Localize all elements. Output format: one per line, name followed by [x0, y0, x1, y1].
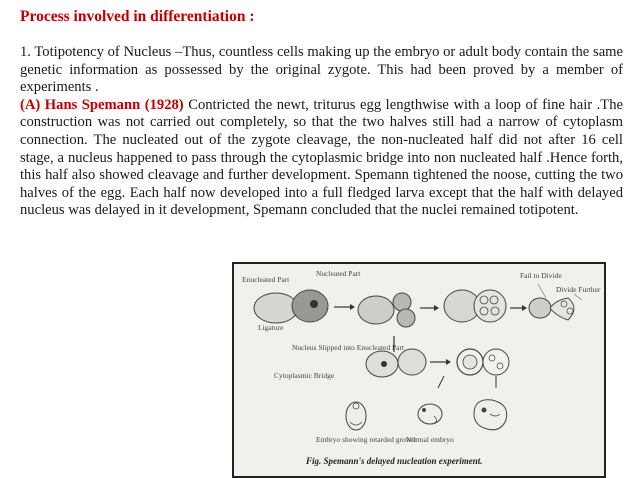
label-embryo-retarded: Embryo showing retarded growth	[316, 435, 418, 444]
figure-caption: Fig. Spemann's delayed nucleation experiment.	[306, 456, 483, 466]
constricted-egg	[254, 290, 328, 323]
paragraph-totipotency: 1. Totipotency of Nucleus –Thus, countless cells making up the embryo or adult body contain the same genetic information as possessed by the original zygote. This had been proved by a member of experiments .	[20, 44, 623, 96]
arrow-3	[510, 305, 527, 311]
egg-nucleus-slipped	[366, 349, 426, 377]
embryo-normal	[474, 400, 507, 430]
label-cytoplasmic-bridge: Cytoplasmic Bridge	[274, 371, 335, 380]
spemann-text: Contricted the newt, triturus egg lengthwise with a loop of fine hair .The construction was not carried out completely, so that the two halves still had a narrow of cytoplasm connection. The nucleated out of the zygote cleavage, the non-nucleated half did not after 16 cell stage, a nucleus happened to pass through the cytoplasmic bridge into non nucleated half .Hence forth, this half also showed cleavage and further development. Spemann tightened the noose, cutting the two halves of the egg. Each half now developed into a full fledged larva except that the half with delayed nucleus was delayed in it development, Spemann concluded that the nuclei remained totipotent.	[20, 96, 624, 219]
paragraph-spemann	[20, 97, 623, 220]
label-fail-to-divide: Fail to Divide	[520, 271, 562, 280]
egg-cleaving	[358, 293, 415, 327]
label-divide-further: Divide Further	[556, 285, 601, 294]
body-text	[20, 44, 623, 220]
label-nucleus-slipped: Nucleus Slipped into Enucleated Part	[292, 343, 405, 352]
spemann-experiment-figure	[232, 262, 606, 478]
embryo-small-curled	[418, 404, 442, 424]
label-enucleated: Enucleated Part	[242, 275, 290, 284]
label-normal-embryo: Normal embryo	[406, 435, 454, 444]
arrow-4	[430, 359, 451, 365]
label-nucleated: Nucleated Part	[316, 269, 361, 278]
label-ligature: Ligature	[258, 323, 284, 332]
embryo-retarded	[346, 402, 366, 430]
egg-separated	[457, 349, 509, 375]
slide-title: Process involved in differentiation :	[20, 8, 255, 25]
arrow-2	[420, 305, 439, 311]
egg-16-cell	[444, 290, 506, 322]
arrow-1	[334, 304, 355, 310]
egg-divided	[529, 298, 574, 320]
experiment-diagram	[234, 264, 604, 476]
spemann-heading: (A) Hans Spemann (1928)	[20, 96, 184, 113]
